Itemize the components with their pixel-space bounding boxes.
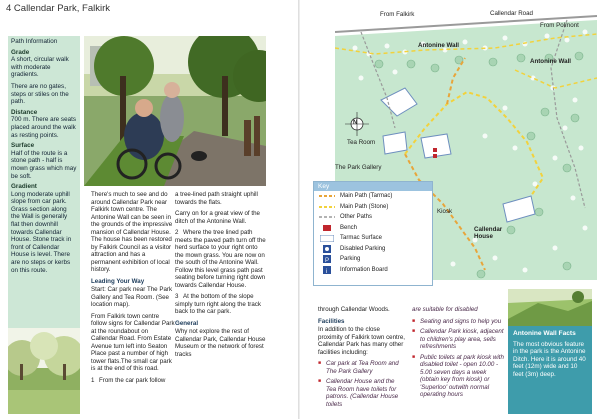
facility-item: ■ Seating and signs to help you bbox=[420, 318, 506, 326]
bench-icon bbox=[318, 225, 336, 231]
legend-row-main-path-tarmac bbox=[314, 191, 432, 202]
legend-row-disabled-parking bbox=[314, 244, 432, 255]
facility-item bbox=[318, 360, 406, 375]
step-2-number: 2 bbox=[175, 229, 179, 236]
facility-item bbox=[318, 378, 406, 408]
intro-text: There's much to see and do around Callendar Park near Falkirk town centre. The Antonine Wall can be seen in the grounds of the impressive mansion of Callendar House. The house has been restored by Falkirk Council as a visitor attraction and has a permanent exhibition of local history. bbox=[91, 191, 173, 273]
map-label-tea-room: Tea Room bbox=[347, 139, 376, 146]
legend-label: Bench bbox=[340, 224, 358, 231]
callendar-house-photo bbox=[8, 328, 80, 414]
tarmac-swatch-icon bbox=[318, 235, 336, 242]
legend-row-parking bbox=[314, 254, 432, 265]
facts-text: The most obvious feature in the park is the Antonine Ditch. Here it is around 40 feet (12m) wide and 10 feet (3m) deep. bbox=[513, 340, 586, 378]
grade-heading: Grade bbox=[11, 48, 30, 56]
general-heading: General bbox=[175, 319, 199, 327]
grade-text: A short, circular walk with moderate gradients. bbox=[11, 56, 69, 79]
antonine-wall-facts-panel bbox=[508, 289, 592, 414]
carry-on-text: Carry on for a great view of the ditch of the Antonine Wall. bbox=[175, 210, 260, 225]
bullet-icon: ■ bbox=[318, 378, 322, 384]
legend-label: Disabled Parking bbox=[340, 245, 386, 252]
facilities-heading: Facilities bbox=[318, 317, 345, 325]
step-2-text: Where the tree lined path meets the paved path turn off the herd surface to your right onto the mown grass. You are now on the south of the Antonine Wall. Follow this level grass path past seating before turning right down towards Callendar House. bbox=[175, 229, 266, 289]
svg-text:P: P bbox=[325, 258, 330, 264]
step-1-continued: a tree-lined path straight uphill towards the flats. bbox=[175, 191, 258, 206]
map-legend bbox=[313, 181, 433, 286]
gradient-text: Long moderate uphill slope from car park. Grass section along the Wall is generally flat then downhill towards Callendar House. Stone track in front of Callendar House is level. There are no steps or kerbs on this route. bbox=[11, 190, 72, 274]
bullet-icon: ■ bbox=[318, 360, 322, 366]
legend-label: Main Path (Stone) bbox=[340, 203, 389, 210]
dashed-orange-line-icon bbox=[318, 194, 336, 198]
general-text: Why not explore the rest of Callendar Park, Callendar House Museum or the network of forest tracks bbox=[175, 328, 266, 358]
facility-item: ■ Callendar Park kiosk, adjacent to children's play area, sells refreshments bbox=[420, 328, 506, 351]
map-label-callendar-house: Callendar House bbox=[474, 226, 503, 240]
step-1 bbox=[91, 377, 175, 385]
surface-heading: Surface bbox=[11, 142, 35, 150]
facility-item: ■ Public toilets at park kiosk with disabled toilet - open 10.00 - 5.00 seven days a week (obtain key from kiosk) or 'Superloo' outwith normal operating hours bbox=[420, 354, 506, 399]
gradient-heading: Gradient bbox=[11, 183, 37, 191]
step-2 bbox=[175, 229, 267, 289]
grade-text-2: There are no gates, steps or stiles on the path. bbox=[11, 82, 69, 106]
park-visitors-photo bbox=[84, 36, 266, 186]
map-label-kiosk: Kiosk bbox=[437, 208, 453, 215]
antonine-ditch-photo bbox=[508, 289, 592, 326]
legend-row-tarmac-surface bbox=[314, 233, 432, 244]
start-text: Start: Car park near The Park Gallery and Tea Room. (See location map). bbox=[91, 286, 173, 308]
disabled-continued: are suitable for disabled bbox=[412, 306, 478, 313]
facts-box bbox=[508, 326, 592, 414]
step-1-text: From the car park follow bbox=[99, 376, 166, 384]
facts-title: Antonine Wall Facts bbox=[513, 330, 576, 337]
dashed-yellow-line-icon bbox=[318, 205, 336, 209]
distance-heading: Distance bbox=[11, 108, 38, 116]
legend-label: Parking bbox=[340, 256, 361, 263]
directions-text: From Falkirk town centre follow signs for Callendar Park at the roundabout on Callendar Road. From Estate Avenue turn left into Seaton Place past a number of high tower flats.The small car park is at the end of this road. bbox=[91, 312, 175, 372]
disabled-parking-icon bbox=[318, 245, 336, 253]
walk-text-column-1 bbox=[91, 191, 175, 388]
parking-icon bbox=[318, 255, 336, 263]
facilities-column-2 bbox=[412, 306, 506, 402]
legend-row-bench bbox=[314, 223, 432, 234]
legend-label: Information Board bbox=[340, 266, 388, 273]
legend-title: Key bbox=[314, 182, 432, 191]
information-icon bbox=[318, 266, 336, 274]
map-label-antonine-wall-east: Antonine Wall bbox=[530, 58, 572, 65]
facility-text: Callendar House and the Tea Room have toilets for patrons. (Callendar House toilets bbox=[326, 378, 399, 408]
dashed-grey-line-icon bbox=[318, 215, 336, 219]
surface-text: Half of the route is a stone path - half is mown grass which may be soft. bbox=[11, 149, 77, 180]
path-info-header: Path Information bbox=[11, 38, 58, 45]
leading-your-way-heading: Leading Your Way bbox=[91, 277, 145, 285]
legend-row-information-board bbox=[314, 265, 432, 276]
legend-row-other-paths bbox=[314, 212, 432, 223]
step-1-number: 1 bbox=[91, 376, 95, 384]
north-arrow-label: N bbox=[353, 120, 358, 126]
map-label-callendar-road: Callendar Road bbox=[490, 10, 533, 17]
legend-label: Main Path (Tarmac) bbox=[340, 193, 393, 200]
facilities-column-1 bbox=[318, 306, 406, 411]
step-3-number: 3 bbox=[175, 293, 179, 300]
step-3 bbox=[175, 293, 267, 316]
map-label-from-polmont: From Polmont bbox=[540, 22, 579, 29]
step-3-text: At the bottom of the slope simply turn right along the track back to the car park. bbox=[175, 293, 261, 315]
general-continued: through Callendar Woods. bbox=[318, 306, 390, 313]
legend-row-main-path-stone bbox=[314, 202, 432, 213]
walk-text-column-2 bbox=[175, 191, 267, 362]
facilities-intro: In addition to the close proximity of Falkirk town centre, Callendar Park has many other facilities including: bbox=[318, 326, 405, 356]
map-label-antonine-wall-west: Antonine Wall bbox=[418, 42, 460, 49]
legend-label: Other Paths bbox=[340, 214, 373, 221]
facility-text: Car park at Tea Room and The Park Gallery bbox=[326, 360, 399, 375]
distance-text: 700 m. There are seats placed around the walk as resting points. bbox=[11, 116, 76, 139]
svg-text:i: i bbox=[326, 268, 328, 274]
map-label-park-gallery: The Park Gallery bbox=[335, 164, 382, 171]
map-label-from-falkirk: From Falkirk bbox=[380, 11, 415, 18]
page-title: 4 Callendar Park, Falkirk bbox=[6, 3, 111, 14]
legend-label: Tarmac Surface bbox=[340, 235, 383, 242]
